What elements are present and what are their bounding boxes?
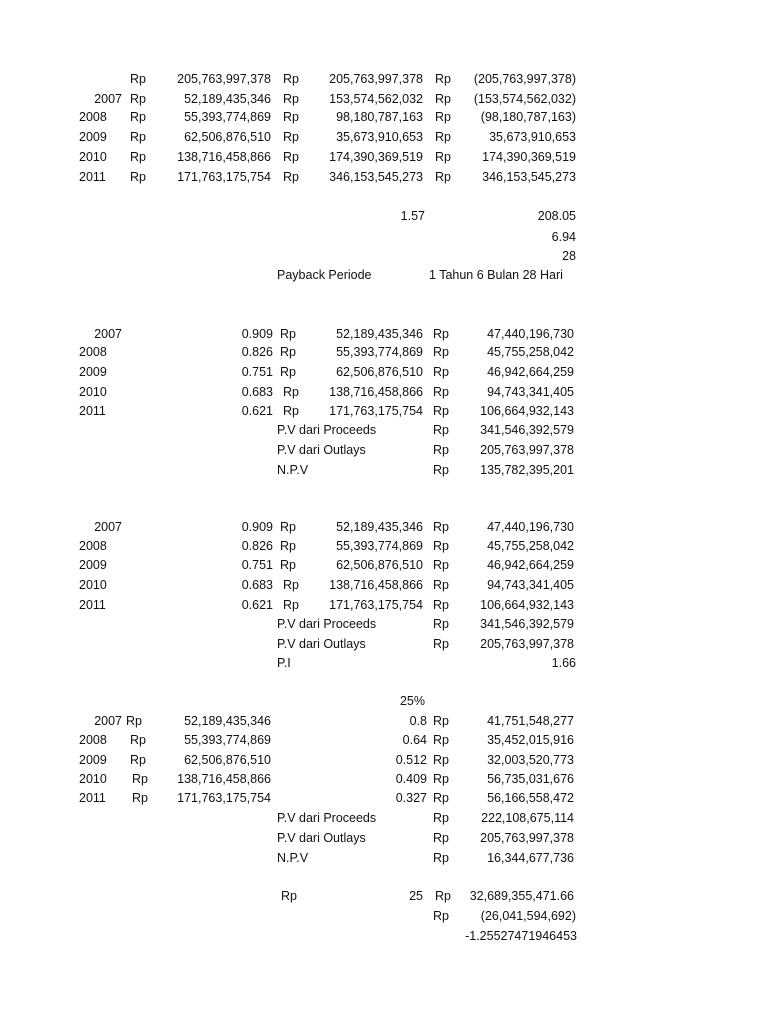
- summary-value: 341,546,392,579: [480, 617, 574, 631]
- payback-years: 1.57: [400, 209, 425, 223]
- rp-label: Rp: [435, 889, 451, 903]
- rp-label: Rp: [433, 637, 449, 651]
- rp-label: Rp: [433, 598, 449, 612]
- discount-factor: 0.751: [241, 558, 273, 572]
- cumulative-cell: 174,390,369,519: [329, 150, 423, 164]
- rp-label: Rp: [283, 150, 299, 164]
- summary-label: N.P.V: [277, 463, 309, 477]
- balance-cell: (98,180,787,163): [480, 110, 576, 124]
- balance-cell: (153,574,562,032): [473, 92, 576, 106]
- year-cell: 2008: [79, 733, 107, 747]
- pv-cell: 106,664,932,143: [480, 404, 574, 418]
- final-value: -1.25527471946453: [465, 929, 577, 943]
- discount-factor: 0.751: [241, 365, 273, 379]
- summary-value: 205,763,997,378: [480, 443, 574, 457]
- rp-label: Rp: [433, 733, 449, 747]
- final-value: 32,689,355,471.66: [469, 889, 574, 903]
- rp-label: Rp: [130, 130, 146, 144]
- discount-factor: 0.409: [395, 772, 427, 786]
- discount-factor: 0.826: [241, 539, 273, 553]
- rp-label: Rp: [433, 345, 449, 359]
- cumulative-cell: 35,673,910,653: [336, 130, 423, 144]
- discount-factor: 0.64: [402, 733, 427, 747]
- cumulative-cell: 98,180,787,163: [336, 110, 423, 124]
- rp-label: Rp: [433, 423, 449, 437]
- pv-cell: 32,003,520,773: [487, 753, 574, 767]
- summary-value: 16,344,677,736: [487, 851, 574, 865]
- amount-cell: 205,763,997,378: [177, 72, 271, 86]
- summary-label: P.V dari Outlays: [277, 637, 366, 651]
- rp-label: Rp: [433, 520, 449, 534]
- discount-factor: 0.826: [241, 345, 273, 359]
- balance-cell: 174,390,369,519: [482, 150, 576, 164]
- balance-cell: 35,673,910,653: [489, 130, 576, 144]
- summary-label: P.V dari Proceeds: [277, 617, 377, 631]
- year-cell: 2009: [79, 558, 107, 572]
- pv-cell: 47,440,196,730: [487, 327, 574, 341]
- year-cell: 2010: [79, 385, 107, 399]
- summary-label: P.I: [277, 656, 291, 670]
- rp-label: Rp: [435, 72, 451, 86]
- rp-label: Rp: [130, 753, 146, 767]
- rp-label: Rp: [435, 170, 451, 184]
- summary-value: 205,763,997,378: [480, 831, 574, 845]
- rp-label: Rp: [126, 714, 142, 728]
- rp-label: Rp: [283, 92, 299, 106]
- rp-label: Rp: [435, 92, 451, 106]
- cashflow-cell: 138,716,458,866: [329, 578, 423, 592]
- pv-cell: 46,942,664,259: [487, 365, 574, 379]
- amount-cell: 52,189,435,346: [184, 92, 271, 106]
- pv-cell: 56,735,031,676: [487, 772, 574, 786]
- rp-label: Rp: [283, 110, 299, 124]
- rp-label: Rp: [433, 772, 449, 786]
- rp-label: Rp: [433, 811, 449, 825]
- discount-factor: 0.683: [241, 578, 273, 592]
- rp-label: Rp: [283, 598, 299, 612]
- rp-label: Rp: [433, 327, 449, 341]
- rp-label: Rp: [283, 404, 299, 418]
- payback-label: Payback Periode: [277, 268, 372, 282]
- rp-label: Rp: [433, 714, 449, 728]
- year-cell: 2007: [94, 327, 122, 341]
- final-value: 25: [409, 889, 423, 903]
- year-cell: 2011: [79, 404, 106, 418]
- year-cell: 2008: [79, 539, 107, 553]
- discount-rate: 25%: [399, 694, 425, 708]
- rp-label: Rp: [130, 733, 146, 747]
- pv-cell: 47,440,196,730: [487, 520, 574, 534]
- year-cell: 2007: [94, 714, 122, 728]
- year-cell: 2011: [79, 170, 106, 184]
- pv-cell: 56,166,558,472: [487, 791, 574, 805]
- rp-label: Rp: [433, 539, 449, 553]
- cashflow-cell: 55,393,774,869: [336, 345, 423, 359]
- rp-label: Rp: [433, 753, 449, 767]
- summary-label: P.V dari Proceeds: [277, 423, 377, 437]
- final-value: (26,041,594,692): [480, 909, 576, 923]
- cumulative-cell: 346,153,545,273: [329, 170, 423, 184]
- discount-factor: 0.512: [395, 753, 427, 767]
- payback-days: 208.05: [537, 209, 576, 223]
- rp-label: Rp: [433, 365, 449, 379]
- cashflow-cell: 138,716,458,866: [177, 772, 271, 786]
- amount-cell: 62,506,876,510: [184, 130, 271, 144]
- payback-result: 1 Tahun 6 Bulan 28 Hari: [429, 268, 563, 282]
- cashflow-cell: 52,189,435,346: [184, 714, 271, 728]
- cashflow-cell: 171,763,175,754: [329, 404, 423, 418]
- rp-label: Rp: [283, 578, 299, 592]
- pv-cell: 45,755,258,042: [487, 539, 574, 553]
- summary-value: 222,108,675,114: [481, 811, 574, 825]
- rp-label: Rp: [130, 72, 146, 86]
- rp-label: Rp: [280, 558, 296, 572]
- rp-label: Rp: [283, 72, 299, 86]
- discount-factor: 0.621: [241, 598, 273, 612]
- amount-cell: 55,393,774,869: [184, 110, 271, 124]
- year-cell: 2010: [79, 578, 107, 592]
- summary-value: 341,546,392,579: [480, 423, 574, 437]
- rp-label: Rp: [433, 851, 449, 865]
- balance-cell: (205,763,997,378): [473, 72, 576, 86]
- summary-value: 135,782,395,201: [480, 463, 574, 477]
- rp-label: Rp: [283, 170, 299, 184]
- rp-label: Rp: [433, 404, 449, 418]
- rp-label: Rp: [435, 130, 451, 144]
- rp-label: Rp: [132, 772, 148, 786]
- cashflow-cell: 52,189,435,346: [336, 520, 423, 534]
- summary-value: 1.66: [551, 656, 576, 670]
- pv-cell: 94,743,341,405: [487, 385, 574, 399]
- rp-label: Rp: [130, 92, 146, 106]
- rp-label: Rp: [130, 110, 146, 124]
- cashflow-cell: 62,506,876,510: [336, 558, 423, 572]
- rp-label: Rp: [280, 539, 296, 553]
- year-cell: 2008: [79, 345, 107, 359]
- pv-cell: 94,743,341,405: [487, 578, 574, 592]
- summary-label: P.V dari Outlays: [277, 443, 366, 457]
- cashflow-cell: 62,506,876,510: [184, 753, 271, 767]
- year-cell: 2008: [79, 110, 107, 124]
- year-cell: 2007: [94, 520, 122, 534]
- cumulative-cell: 153,574,562,032: [329, 92, 423, 106]
- cumulative-cell: 205,763,997,378: [329, 72, 423, 86]
- year-cell: 2011: [79, 791, 106, 805]
- year-cell: 2010: [79, 150, 107, 164]
- year-cell: 2009: [79, 365, 107, 379]
- rp-label: Rp: [433, 909, 449, 923]
- rp-label: Rp: [435, 110, 451, 124]
- cashflow-cell: 55,393,774,869: [336, 539, 423, 553]
- rp-label: Rp: [130, 150, 146, 164]
- rp-label: Rp: [433, 385, 449, 399]
- rp-label: Rp: [433, 443, 449, 457]
- rp-label: Rp: [283, 130, 299, 144]
- rp-label: Rp: [433, 578, 449, 592]
- rp-label: Rp: [283, 385, 299, 399]
- year-cell: 2009: [79, 130, 107, 144]
- cashflow-cell: 52,189,435,346: [336, 327, 423, 341]
- cashflow-cell: 138,716,458,866: [329, 385, 423, 399]
- year-cell: 2009: [79, 753, 107, 767]
- rp-label: Rp: [433, 558, 449, 572]
- rp-label: Rp: [433, 831, 449, 845]
- payback-months: 6.94: [551, 230, 576, 244]
- payback-rest-days: 28: [562, 249, 576, 263]
- discount-factor: 0.909: [241, 520, 273, 534]
- rp-label: Rp: [433, 617, 449, 631]
- year-cell: 2011: [79, 598, 106, 612]
- rp-label: Rp: [280, 365, 296, 379]
- summary-label: P.V dari Proceeds: [277, 811, 377, 825]
- rp-label: Rp: [280, 345, 296, 359]
- discount-factor: 0.8: [409, 714, 427, 728]
- pv-cell: 46,942,664,259: [487, 558, 574, 572]
- rp-label: Rp: [433, 463, 449, 477]
- rp-label: Rp: [280, 520, 296, 534]
- balance-cell: 346,153,545,273: [482, 170, 576, 184]
- rp-label: Rp: [130, 170, 146, 184]
- rp-label: Rp: [280, 327, 296, 341]
- cashflow-cell: 62,506,876,510: [336, 365, 423, 379]
- cashflow-cell: 171,763,175,754: [329, 598, 423, 612]
- pv-cell: 35,452,015,916: [487, 733, 574, 747]
- year-cell: 2010: [79, 772, 107, 786]
- summary-label: P.V dari Outlays: [277, 831, 366, 845]
- summary-value: 205,763,997,378: [480, 637, 574, 651]
- pv-cell: 41,751,548,277: [487, 714, 574, 728]
- rp-label: Rp: [435, 150, 451, 164]
- year-cell: 2007: [94, 92, 122, 106]
- rp-label: Rp: [281, 889, 297, 903]
- discount-factor: 0.327: [395, 791, 427, 805]
- pv-cell: 106,664,932,143: [480, 598, 574, 612]
- discount-factor: 0.621: [241, 404, 273, 418]
- discount-factor: 0.909: [241, 327, 273, 341]
- discount-factor: 0.683: [241, 385, 273, 399]
- cashflow-cell: 171,763,175,754: [177, 791, 271, 805]
- amount-cell: 171,763,175,754: [177, 170, 271, 184]
- pv-cell: 45,755,258,042: [487, 345, 574, 359]
- rp-label: Rp: [433, 791, 449, 805]
- amount-cell: 138,716,458,866: [177, 150, 271, 164]
- cashflow-cell: 55,393,774,869: [184, 733, 271, 747]
- rp-label: Rp: [132, 791, 148, 805]
- summary-label: N.P.V: [277, 851, 309, 865]
